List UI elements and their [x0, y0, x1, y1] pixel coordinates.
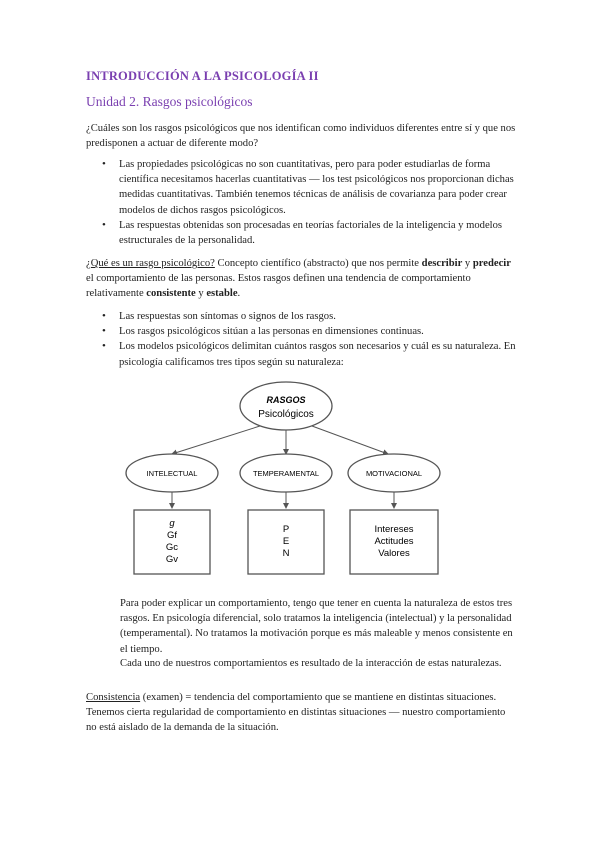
arrow-root-motivacional	[312, 426, 388, 454]
motivacional-item-intereses: Intereses	[374, 524, 414, 535]
consistencia-term: Consistencia	[86, 692, 141, 703]
node-motivacional-label: MOTIVACIONAL	[365, 469, 423, 478]
document-title: INTRODUCCIÓN A LA PSICOLOGÍA II	[86, 69, 319, 83]
keyword-describir: describir	[421, 258, 463, 269]
keyword-consistente: consistente	[146, 288, 196, 299]
unit-subtitle: Unidad 2. Rasgos psicológicos	[86, 94, 253, 109]
definition-text: y	[462, 258, 473, 269]
node-temperamental-label: TEMPERAMENTAL	[252, 469, 320, 478]
arrow-root-intelectual	[172, 426, 260, 454]
keyword-estable: estable	[206, 288, 238, 299]
definition-question: ¿Qué es un rasgo psicológico?	[86, 258, 215, 269]
temperamental-item-n: N	[282, 548, 290, 559]
motivacional-item-actitudes: Actitudes	[374, 536, 414, 547]
bullet-list-1	[86, 157, 516, 248]
root-label-2: Psicológicos	[258, 409, 314, 420]
intelectual-item-gc: Gc	[165, 542, 179, 553]
definition-paragraph	[86, 256, 516, 301]
root-label-1: RASGOS	[266, 395, 306, 405]
list-item: • Las respuestas son síntomas o signos de los rasgos.	[86, 309, 516, 324]
list-item: • Los modelos psicológicos delimitan cuántos rasgos son necesarios y cuál es su naturaleza. En psicología calificamos tres tipos según su naturaleza:	[86, 339, 516, 369]
root-ellipse	[240, 382, 332, 430]
temperamental-item-e: E	[282, 536, 290, 547]
intro-question: ¿Cuáles son los rasgos psicológicos que nos identifican como individuos diferentes entre sí y que nos predisponen a actuar de diferente modo?	[86, 123, 516, 149]
intelectual-item-gv: Gv	[165, 554, 179, 565]
motivacional-item-valores: Valores	[378, 548, 410, 559]
consistencia-paragraph	[86, 690, 516, 735]
intelectual-item-g: g	[169, 518, 175, 529]
bullet-list-2	[86, 309, 516, 370]
definition-text: el comportamiento de las personas. Estos rasgos definen una tendencia de comportamiento relativamente	[86, 273, 471, 299]
definition-text: .	[237, 288, 241, 299]
temperamental-item-p: P	[282, 524, 290, 535]
intelectual-item-gf: Gf	[166, 530, 178, 541]
list-item: • Las propiedades psicológicas no son cuantitativas, pero para poder estudiarlas de forma científica necesitamos hacerlas cuantitativas — los test psicológicos nos proporcionan dichas medidas cuantitativas. También tenemos técnicas de análisis de covarianza para poder crear modelos de dichos rasgos psicológicos.	[86, 157, 516, 218]
traits-diagram	[120, 378, 480, 578]
list-item: • Las respuestas obtenidas son procesadas en teorías factoriales de la inteligencia y modelos estructurales de la personalidad.	[86, 218, 516, 248]
explanation-paragraph-2: Cada uno de nuestros comportamientos es resultado de la interacción de estas naturalezas.	[120, 658, 502, 669]
definition-text: y	[195, 288, 207, 299]
list-item: • Los rasgos psicológicos sitúan a las personas en dimensiones continuas.	[86, 324, 516, 339]
definition-text: Concepto científico (abstracto) que nos permite	[214, 258, 422, 269]
explanation-paragraph-1: Para poder explicar un comportamiento, tengo que tener en cuenta la naturaleza de estos tres rasgos. En psicología diferencial, solo tratamos la inteligencia (intelectual) y la personalidad (temperamental). No tratamos la motivación porque es más maleable y menos consistente en el tiempo.	[120, 598, 513, 655]
keyword-predecir: predecir	[472, 258, 511, 269]
node-intelectual-label: INTELECTUAL	[146, 469, 198, 478]
consistencia-text: (examen) = tendencia del comportamiento que se mantiene en distintas situaciones. Tenemos cierta regularidad de comportamiento en distintas situaciones — nuestro comportamiento no está aislado de la demanda de la situación.	[86, 692, 506, 733]
